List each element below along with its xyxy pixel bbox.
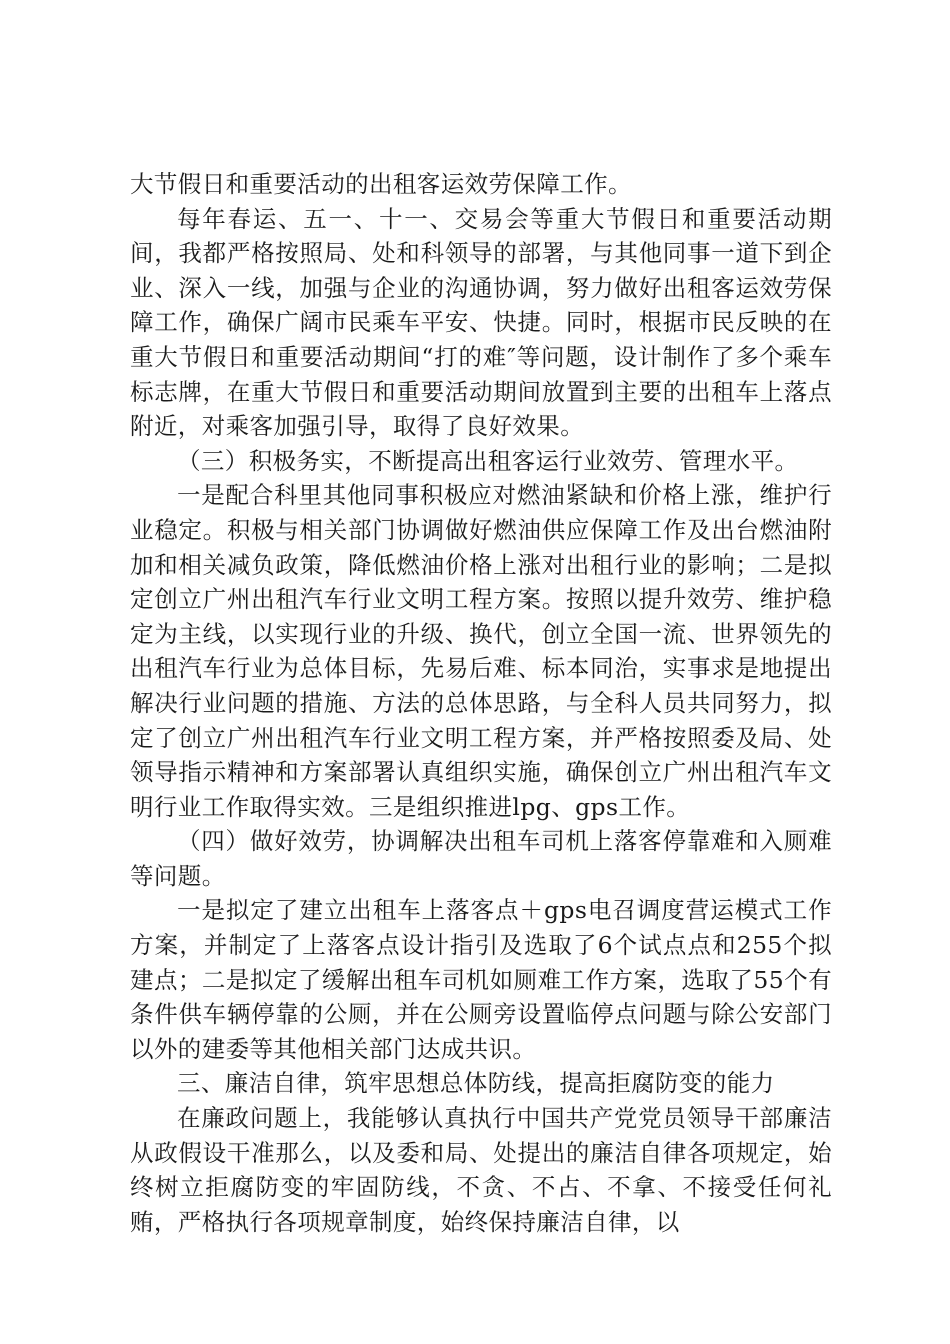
paragraph-integrity: 在廉政问题上，我能够认真执行中国共产党党员领导干部廉洁从政假设干准那么，以及委和局、处提出的廉洁自律各项规定，始终树立拒腐防变的牢固防线，不贪、不占、不拿、不接受任何礼贿，严格执行各项规章制度，始终保持廉洁自律，以: [130, 1104, 832, 1236]
section-heading-four: （四）做好效劳，协调解决出租车司机上落客停靠难和入厕难等问题。: [130, 827, 832, 890]
paragraph-continuation: 大节假日和重要活动的出租客运效劳保障工作。: [130, 170, 632, 198]
paragraph-taxi-stops: 一是拟定了建立出租车上落客点＋gps电召调度营运模式工作方案，并制定了上落客点设计指引及选取了6个试点点和255个拟建点；二是拟定了缓解出租车司机如厕难工作方案，选取了55个有条件供车辆停靠的公厕，并在公厕旁设置临停点问题与除公安部门以外的建委等其他相关部门达成共识。: [130, 896, 832, 1063]
document-body: [130, 167, 832, 1239]
section-heading-integrity: 三、廉洁自律，筑牢思想总体防线，提高拒腐防变的能力: [177, 1069, 775, 1098]
section-heading-three: （三）积极务实，不断提高出租客运行业效劳、管理水平。: [177, 446, 799, 475]
paragraph-holiday-service: 每年春运、五一、十一、交易会等重大节假日和重要活动期间，我都严格按照局、处和科领导的部署，与其他同事一道下到企业、深入一线，加强与企业的沟通协调，努力做好出租客运效劳保障工作，确保广阔市民乘车平安、快捷。同时，根据市民反映的在重大节假日和重要活动期间“打的难″等问题，设计制作了多个乘车标志牌，在重大节假日和重要活动期间放置到主要的出租车上落点附近，对乘客加强引导，取得了良好效果。: [130, 204, 832, 441]
paragraph-industry-stability: 一是配合科里其他同事积极应对燃油紧缺和价格上涨，维护行业稳定。积极与相关部门协调做好燃油供应保障工作及出台燃油附加和相关减负政策，降低燃油价格上涨对出租行业的影响；二是拟定创立广州出租汽车行业文明工程方案。按照以提升效劳、维护稳定为主线，以实现行业的升级、换代，创立全国一流、世界领先的出租汽车行业为总体目标，先易后难、标本同治，实事求是地提出解决行业问题的措施、方法的总体思路，与全科人员共同努力，拟定了创立广州出租汽车行业文明工程方案，并严格按照委及局、处领导指示精神和方案部署认真组织实施，确保创立广州出租汽车文明行业工作取得实效。三是组织推进lpg、gps工作。: [130, 481, 832, 821]
